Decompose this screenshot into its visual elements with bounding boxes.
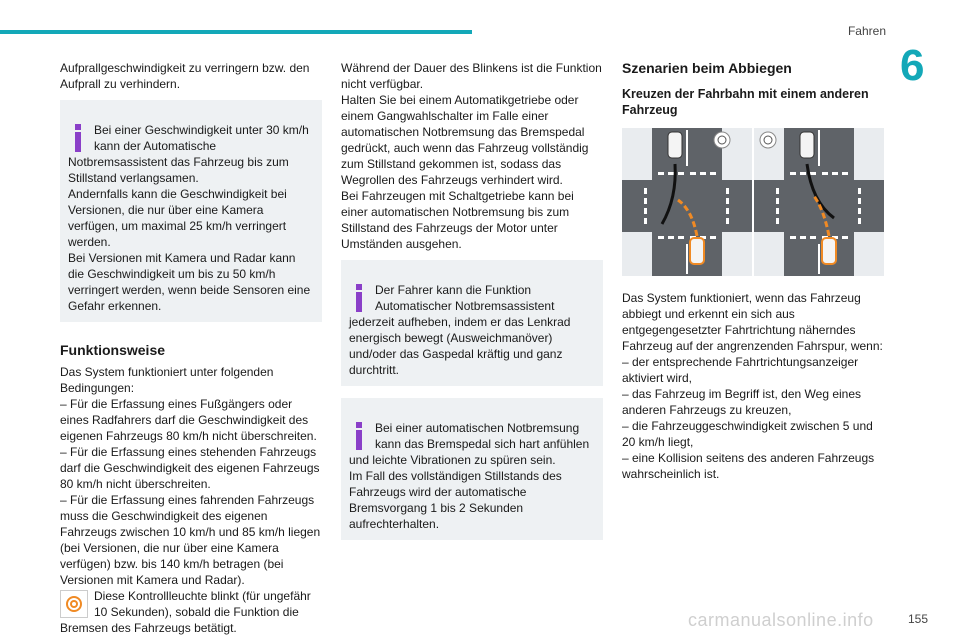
- info-note-override: [341, 260, 603, 386]
- chapter-number: 6: [900, 41, 925, 90]
- turning-scenario-illustration: [622, 128, 884, 276]
- info-icon: [68, 122, 90, 152]
- header-accent-bar: [0, 30, 472, 34]
- emergency-brake-warning-icon: [60, 590, 88, 618]
- info-icon: [349, 282, 371, 312]
- info-note-text: Bei einer automatischen Notbremsung kann das Bremspedal sich hart anfühlen und leichte Vibrationen zu spüren sein. Im Fall des vollständigen Stillstands des Fahrzeugs wird der automatische Bremsvorgang 1 bis 2 Sekunden aufrechterhalten.: [349, 421, 590, 531]
- conditions-text: Das System funktioniert unter folgenden Bedingungen: – Für die Erfassung eines Fußgängers oder eines Radfahrers darf die Geschwindigkeit des eigenen Fahrzeugs 80 km/h nicht überschreiten. – Für die Erfassung eines stehenden Fahrzeugs darf die Geschwindigkeit des eigenen Fahrzeugs 80 km/h nicht überschreiten. – Für die Erfassung eines fahrenden Fahrzeugs muss die Geschwindigkeit des eigenen Fahrzeugs zwischen 10 km/h und 85 km/h liegen (bei Versionen, die nur über eine Kamera verfügen) bzw. bis 140 km/h betragen (bei Versionen mit Kamera und Radar).: [60, 365, 321, 587]
- column-middle: [341, 60, 603, 552]
- warning-lamp-text: Diese Kontrollleuchte blinkt (für ungefähr 10 Sekunden), sobald die Funktion die Bremsen des Fahrzeugs betätigt.: [60, 589, 311, 635]
- section-title: Fahren: [847, 24, 886, 38]
- info-note-brake-feel: [341, 398, 603, 540]
- turning-conditions-text: Das System funktioniert, wenn das Fahrzeug abbiegt und erkennt ein sich aus entgegengesetzter Fahrtrichtung näherndes Fahrzeug auf der angrenzenden Fahrspur, wenn: – der entsprechende Fahrtrichtungsanzeiger aktiviert wird, – das Fahrzeug im Begriff ist, den Weg eines anderen Fahrzeugs zu kreuzen, – die Fahrzeuggeschwindigkeit zwischen 5 und 20 km/h liegt, – eine Kollision seitens des anderen Fahrzeugs wahrscheinlich ist.: [622, 291, 883, 481]
- blinking-text: Während der Dauer des Blinkens ist die Funktion nicht verfügbar. Halten Sie bei einem Automatikgetriebe oder einem Gangwahlschalter im Falle einer automatischen Notbremsung das Bremspedal gedrückt, auch wenn das Fahrzeug vollständig zum Stillstand gekommen ist, sodass das Wegrollen des Fahrzeugs verhindert wird. Bei Fahrzeugen mit Schaltgetriebe kann bei einer automatischen Notbremsung bis zum Stillstand des Fahrzeugs der Motor unter Umständen ausgehen.: [341, 61, 602, 251]
- info-icon: [349, 420, 371, 450]
- heading-szenarien: Szenarien beim Abbiegen: [622, 60, 792, 76]
- page-number: 155: [908, 612, 929, 626]
- intro-text: Aufprallgeschwindigkeit zu verringern bzw. den Aufprall zu verhindern.: [60, 61, 310, 91]
- column-left: [60, 60, 322, 636]
- heading-funktionsweise: Funktionsweise: [60, 342, 166, 358]
- info-note-text: Der Fahrer kann die Funktion Automatischer Notbremsassistent jederzeit aufheben, indem er das Lenkrad energisch bewegt (Ausweichmanöver) und/oder das Gaspedal kräftig und ganz durchtritt.: [349, 283, 571, 377]
- info-note-text: Bei einer Geschwindigkeit unter 30 km/h kann der Automatische Notbremsassistent das Fahrzeug bis zum Stillstand verlangsamen. Andernfalls kann die Geschwindigkeit bei Versionen, die nur über eine Kamera verfügen, um maximal 25 km/h verringert werden. Bei Versionen mit Kamera und Radar kann die Geschwindigkeit um bis zu 50 km/h verringert werden, wenn beide Sensoren eine Gefahr erkennen.: [68, 123, 311, 313]
- column-right: [622, 60, 884, 482]
- watermark: carmanualsonline.info: [688, 610, 874, 630]
- warning-lamp-row: [60, 588, 322, 636]
- info-note-speed: [60, 100, 322, 322]
- subheading-kreuzen: Kreuzen der Fahrbahn mit einem anderen Fahrzeug: [622, 87, 869, 117]
